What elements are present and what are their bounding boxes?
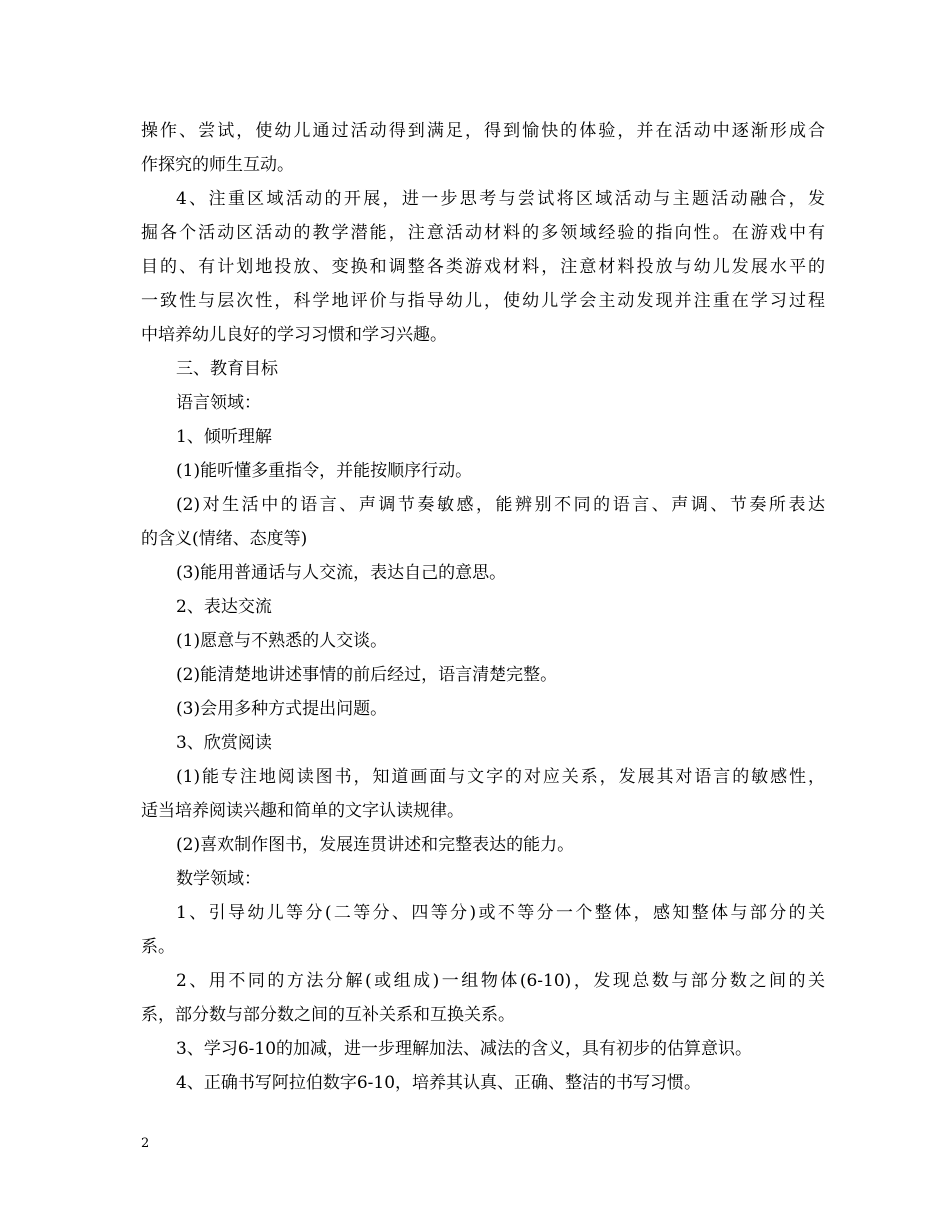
text-line: 系。 <box>141 937 175 957</box>
text-line: 3、学习6-10的加减，进一步理解加法、减法的含义，具有初步的估算意识。 <box>176 1039 753 1059</box>
text-line: 目的、有计划地投放、变换和调整各类游戏材料，注意材料投放与幼儿发展水平的 <box>141 257 825 277</box>
text-line: 作探究的师生互动。 <box>141 155 294 175</box>
text-line: 一致性与层次性，科学地评价与指导幼儿，使幼儿学会主动发现并注重在学习过程 <box>141 291 825 311</box>
text-line: 的含义(情绪、态度等) <box>141 529 308 549</box>
text-line: 适当培养阅读兴趣和简单的文字认读规律。 <box>141 801 464 821</box>
text-line: 1、引导幼儿等分(二等分、四等分)或不等分一个整体，感知整体与部分的关 <box>176 903 825 923</box>
text-line: 2、用不同的方法分解(或组成)一组物体(6-10)，发现总数与部分数之间的关 <box>176 971 825 991</box>
text-line: 1、倾听理解 <box>176 427 272 447</box>
text-line: 操作、尝试，使幼儿通过活动得到满足，得到愉快的体验，并在活动中逐渐形成合 <box>141 121 825 141</box>
text-line: (3)会用多种方式提出问题。 <box>176 699 388 719</box>
text-line: 4、注重区域活动的开展，进一步思考与尝试将区域活动与主题活动融合，发 <box>176 189 825 209</box>
text-line: 掘各个活动区活动的教学潜能，注意活动材料的多领域经验的指向性。在游戏中有 <box>141 223 825 243</box>
text-line: 中培养幼儿良好的学习习惯和学习兴趣。 <box>141 325 447 345</box>
subsection-heading: 语言领域： <box>176 393 261 413</box>
text-line: (1)能专注地阅读图书，知道画面与文字的对应关系，发展其对语言的敏感性， <box>176 767 825 787</box>
text-line: (2)对生活中的语言、声调节奏敏感，能辨别不同的语言、声调、节奏所表达 <box>176 495 825 515</box>
text-line: 系，部分数与部分数之间的互补关系和互换关系。 <box>141 1005 515 1025</box>
subsection-heading: 数学领域： <box>176 869 261 889</box>
text-line: 3、欣赏阅读 <box>176 733 272 753</box>
text-line: (2)喜欢制作图书，发展连贯讲述和完整表达的能力。 <box>176 835 575 855</box>
body-text <box>141 114 825 1100</box>
text-line: 4、正确书写阿拉伯数字6-10，培养其认真、正确、整洁的书写习惯。 <box>176 1073 702 1093</box>
page-number: 2 <box>141 1136 150 1151</box>
text-line: (1)能听懂多重指令，并能按顺序行动。 <box>176 461 473 481</box>
section-heading: 三、教育目标 <box>176 359 278 379</box>
text-line: 2、表达交流 <box>176 597 272 617</box>
text-line: (2)能清楚地讲述事情的前后经过，语言清楚完整。 <box>176 665 558 685</box>
text-line: (3)能用普通话与人交流，表达自己的意思。 <box>176 563 507 583</box>
text-line: (1)愿意与不熟悉的人交谈。 <box>176 631 388 651</box>
